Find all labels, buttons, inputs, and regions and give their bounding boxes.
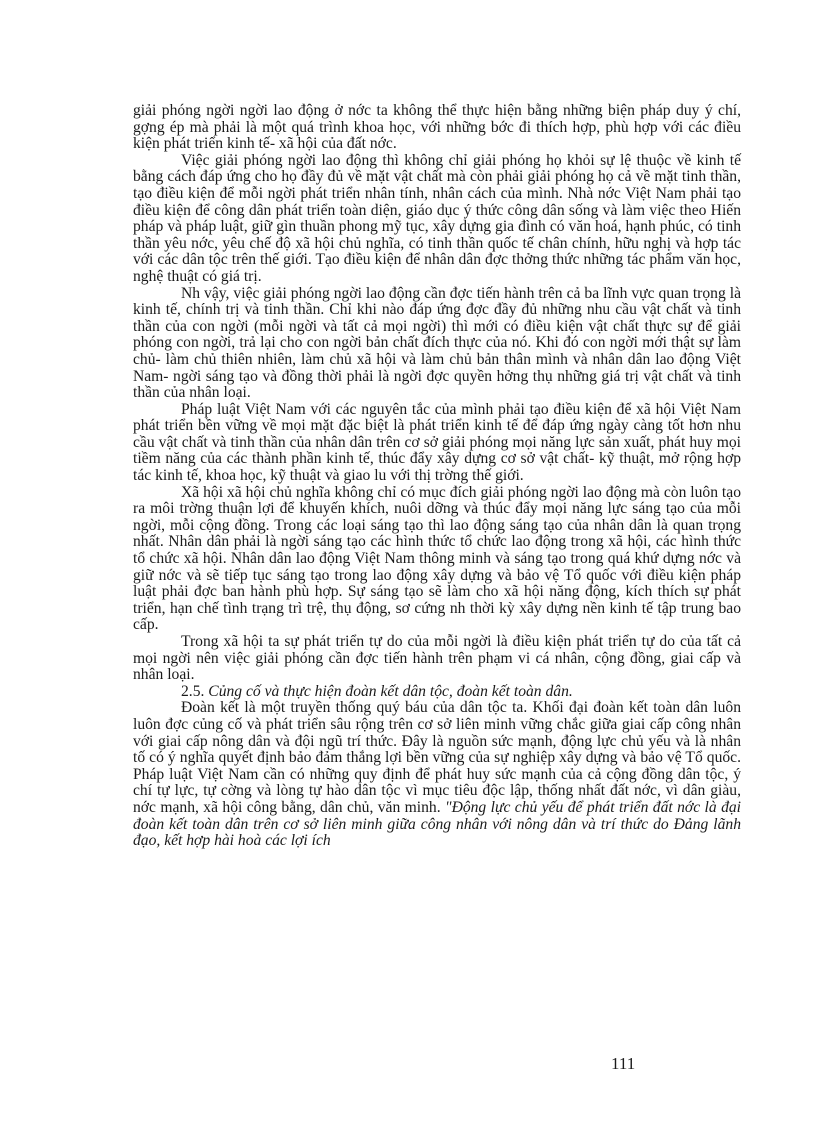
paragraph-7-text: Đoàn kết là một truyền thống quý báu của dân tộc ta. Khối đại đoàn kết toàn dân luôn luôn đợc củng cố và phát triển sâu rộng trên cơ sở liên minh vững chắc giữa giai cấp công nhân với giai cấp nông dân và đội ngũ trí thức. Đây là nguồn sức mạnh, động lực chủ yếu và là nhân tố có ý nghĩa quyết định bảo đảm thắng lợi bền vững của sự nghiệp xây dựng và bảo vệ Tổ quốc. Pháp luật Việt Nam cần có những quy định để phát huy sức mạnh của cả cộng đồng dân tộc, ý chí tự lực, tự cờng và lòng tự hào dân tộc vì mục tiêu độc lập, thống nhất đất nớc, vì dân giàu, nớc mạnh, xã hội công bằng, dân chủ, văn minh. bbox=[133, 699, 741, 816]
paragraph-1: giải phóng ngời ngời lao động ở nớc ta không thể thực hiện bằng những biện pháp duy ý chí, gợng ép mà phải là một quá trình khoa học, với những bớc đi thích hợp, phù hợp với các điều kiện phát triển kinh tế- xã hội của đất nớc. bbox=[133, 102, 741, 153]
page-body bbox=[133, 103, 741, 850]
paragraph-3: Nh vậy, việc giải phóng ngời lao động cần đợc tiến hành trên cả ba lĩnh vực quan trọng là kinh tế, chính trị và tinh thần. Chỉ khi nào đáp ứng đợc đầy đủ những nhu cầu vật chất và tinh thần của con ngời (mỗi ngời và tất cả mọi ngời) thì mới có điều kiện vật chất thực sự để giải phóng con ngời, trả lại cho con ngời bản chất đích thực của nó. Khi đó con ngời mới thật sự làm chủ- làm chủ thiên nhiên, làm chủ xã hội và làm chủ bản thân mình và nhân dân lao động Việt Nam- ngời sáng tạo và đồng thời phải là ngời đợc quyền hởng thụ những giá trị vật chất và tinh thần của nhân loại. bbox=[133, 284, 741, 402]
section-heading bbox=[133, 684, 741, 701]
paragraph-4: Pháp luật Việt Nam với các nguyên tắc của mình phải tạo điều kiện để xã hội Việt Nam phát triển bền vững về mọi mặt đặc biệt là phát triển kinh tế để đáp ứng ngày càng tốt hơn nhu cầu vật chất và tinh thần của nhân dân trên cơ sở giải phóng mọi năng lực sản xuất, phát huy mọi tiềm năng của các thành phần kinh tế, thúc đẩy xây dựng cơ sở vật chất- kỹ thuật, mở rộng hợp tác kinh tế, khoa học, kỹ thuật và giao lu với thị trờng thế giới. bbox=[133, 400, 741, 485]
paragraph-5: Xã hội xã hội chủ nghĩa không chỉ có mục đích giải phóng ngời lao động mà còn luôn tạo ra môi trờng thuận lợi để khuyến khích, nuôi dỡng và thúc đẩy mọi năng lực sáng tạo của mỗi ngời, mỗi cộng đồng. Trong các loại sáng tạo thì lao động sáng tạo của nhân dân là quan trọng nhất. Nhân dân phải là ngời sáng tạo các hình thức tổ chức lao động trong xã hội, các hình thức tổ chức xã hội. Nhân dân lao động Việt Nam thông minh và sáng tạo trong quá khứ dựng nớc và giữ nớc và sẽ tiếp tục sáng tạo trong lao động xây dựng và bảo vệ Tổ quốc với điều kiện pháp luật phải đợc ban hành phù hợp. Sự sáng tạo sẽ làm cho xã hội năng động, kích thích sự phát triển, hạn chế tình trạng trì trệ, thụ động, sơ cứng nh thời kỳ xây dựng nền kinh tế tập trung bao cấp. bbox=[133, 483, 741, 634]
page-number: 111 bbox=[611, 1054, 636, 1073]
paragraph-7-quote: "Động lực chủ yếu để phát triển đất nớc là đại đoàn kết toàn dân trên cơ sở liên minh giữa công nhân với nông dân và trí thức do Đảng lãnh đạo, kết hợp hài hoà các lợi ích bbox=[133, 798, 742, 850]
paragraph-7 bbox=[133, 700, 741, 849]
paragraph-2: Việc giải phóng ngời lao động thì không chỉ giải phóng họ khỏi sự lệ thuộc về kinh tế bằng cách đáp ứng cho họ đầy đủ về mặt vật chất mà còn phải giải phóng họ cả về mặt tinh thần, tạo điều kiện để mỗi ngời phát triển nhân tính, nhân cách của mình. Nhà nớc Việt Nam phải tạo điều kiện để công dân phát triển toàn diện, giáo dục ý thức công dân sống và làm việc theo Hiến pháp và pháp luật, giữ gìn thuần phong mỹ tục, xây dựng gia đình có văn hoá, hạnh phúc, có tinh thần yêu nớc, yêu chế độ xã hội chủ nghĩa, có tinh thần quốc tế chân chính, hữu nghị và hợp tác với các dân tộc trên thế giới. Tạo điều kiện để nhân dân đợc thởng thức những tác phẩm văn học, nghệ thuật có giá trị. bbox=[133, 151, 741, 285]
paragraph-6: Trong xã hội ta sự phát triển tự do của mỗi ngời là điều kiện phát triển tự do của tất cả mọi ngời nên việc giải phóng cần đợc tiến hành trên phạm vi cá nhân, cộng đồng, giai cấp và nhân loại. bbox=[133, 633, 741, 684]
section-title: Củng cố và thực hiện đoàn kết dân tộc, đoàn kết toàn dân. bbox=[208, 682, 573, 700]
section-number: 2.5. bbox=[181, 682, 205, 700]
